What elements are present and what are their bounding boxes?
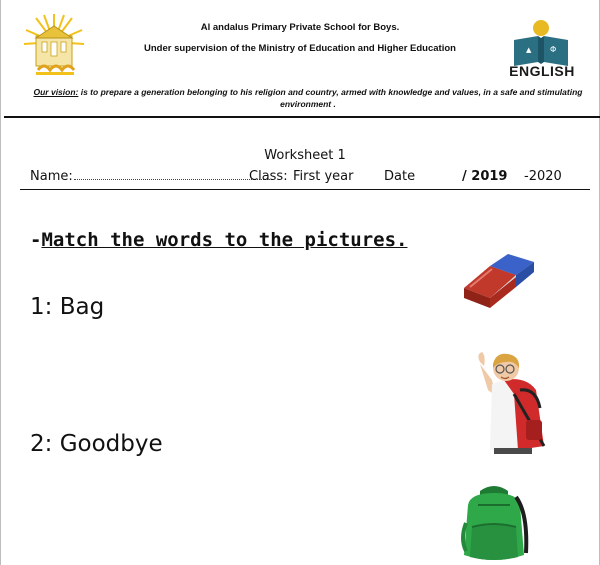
list-item <box>30 294 104 320</box>
list-item <box>30 431 163 457</box>
name-label: Name: <box>30 169 73 184</box>
info-divider <box>20 189 590 190</box>
year-start: / 2019 <box>462 169 508 184</box>
worksheet-title: Worksheet 1 <box>264 148 346 163</box>
item-word: Goodbye <box>59 431 163 457</box>
exercise-instruction <box>30 229 408 251</box>
page-edge <box>0 0 1 565</box>
item-number: 2: <box>30 431 53 457</box>
supervision-line: Under supervision of the Ministry of Education and Higher Education <box>144 43 456 54</box>
instruction-text: Match the words to the pictures. <box>41 229 408 251</box>
english-logo-label: ENGLISH <box>509 63 575 79</box>
item-word: Bag <box>59 294 105 320</box>
instruction-prefix: - <box>30 229 42 251</box>
year-end: -2020 <box>524 169 562 184</box>
vision-statement <box>30 86 586 110</box>
student-info-row <box>30 169 590 189</box>
green-backpack-image <box>458 483 532 565</box>
svg-text:Φ: Φ <box>550 45 557 54</box>
item-number: 1: <box>30 294 53 320</box>
date-label: Date <box>384 169 416 184</box>
class-value: First year <box>293 169 354 184</box>
waving-boy-image <box>466 350 558 454</box>
school-name: Al andalus Primary Private School for Boys. <box>200 22 400 33</box>
class-label: Class: <box>249 169 288 184</box>
vision-label: Our vision: <box>33 87 79 97</box>
name-field[interactable] <box>74 178 272 180</box>
eraser-image <box>456 242 540 314</box>
vision-text: is to prepare a generation belonging to his religion and country, armed with knowledge and values, in a safe and stimulating environment . <box>78 87 583 109</box>
header-divider <box>4 116 600 118</box>
svg-text:▲: ▲ <box>526 46 532 54</box>
